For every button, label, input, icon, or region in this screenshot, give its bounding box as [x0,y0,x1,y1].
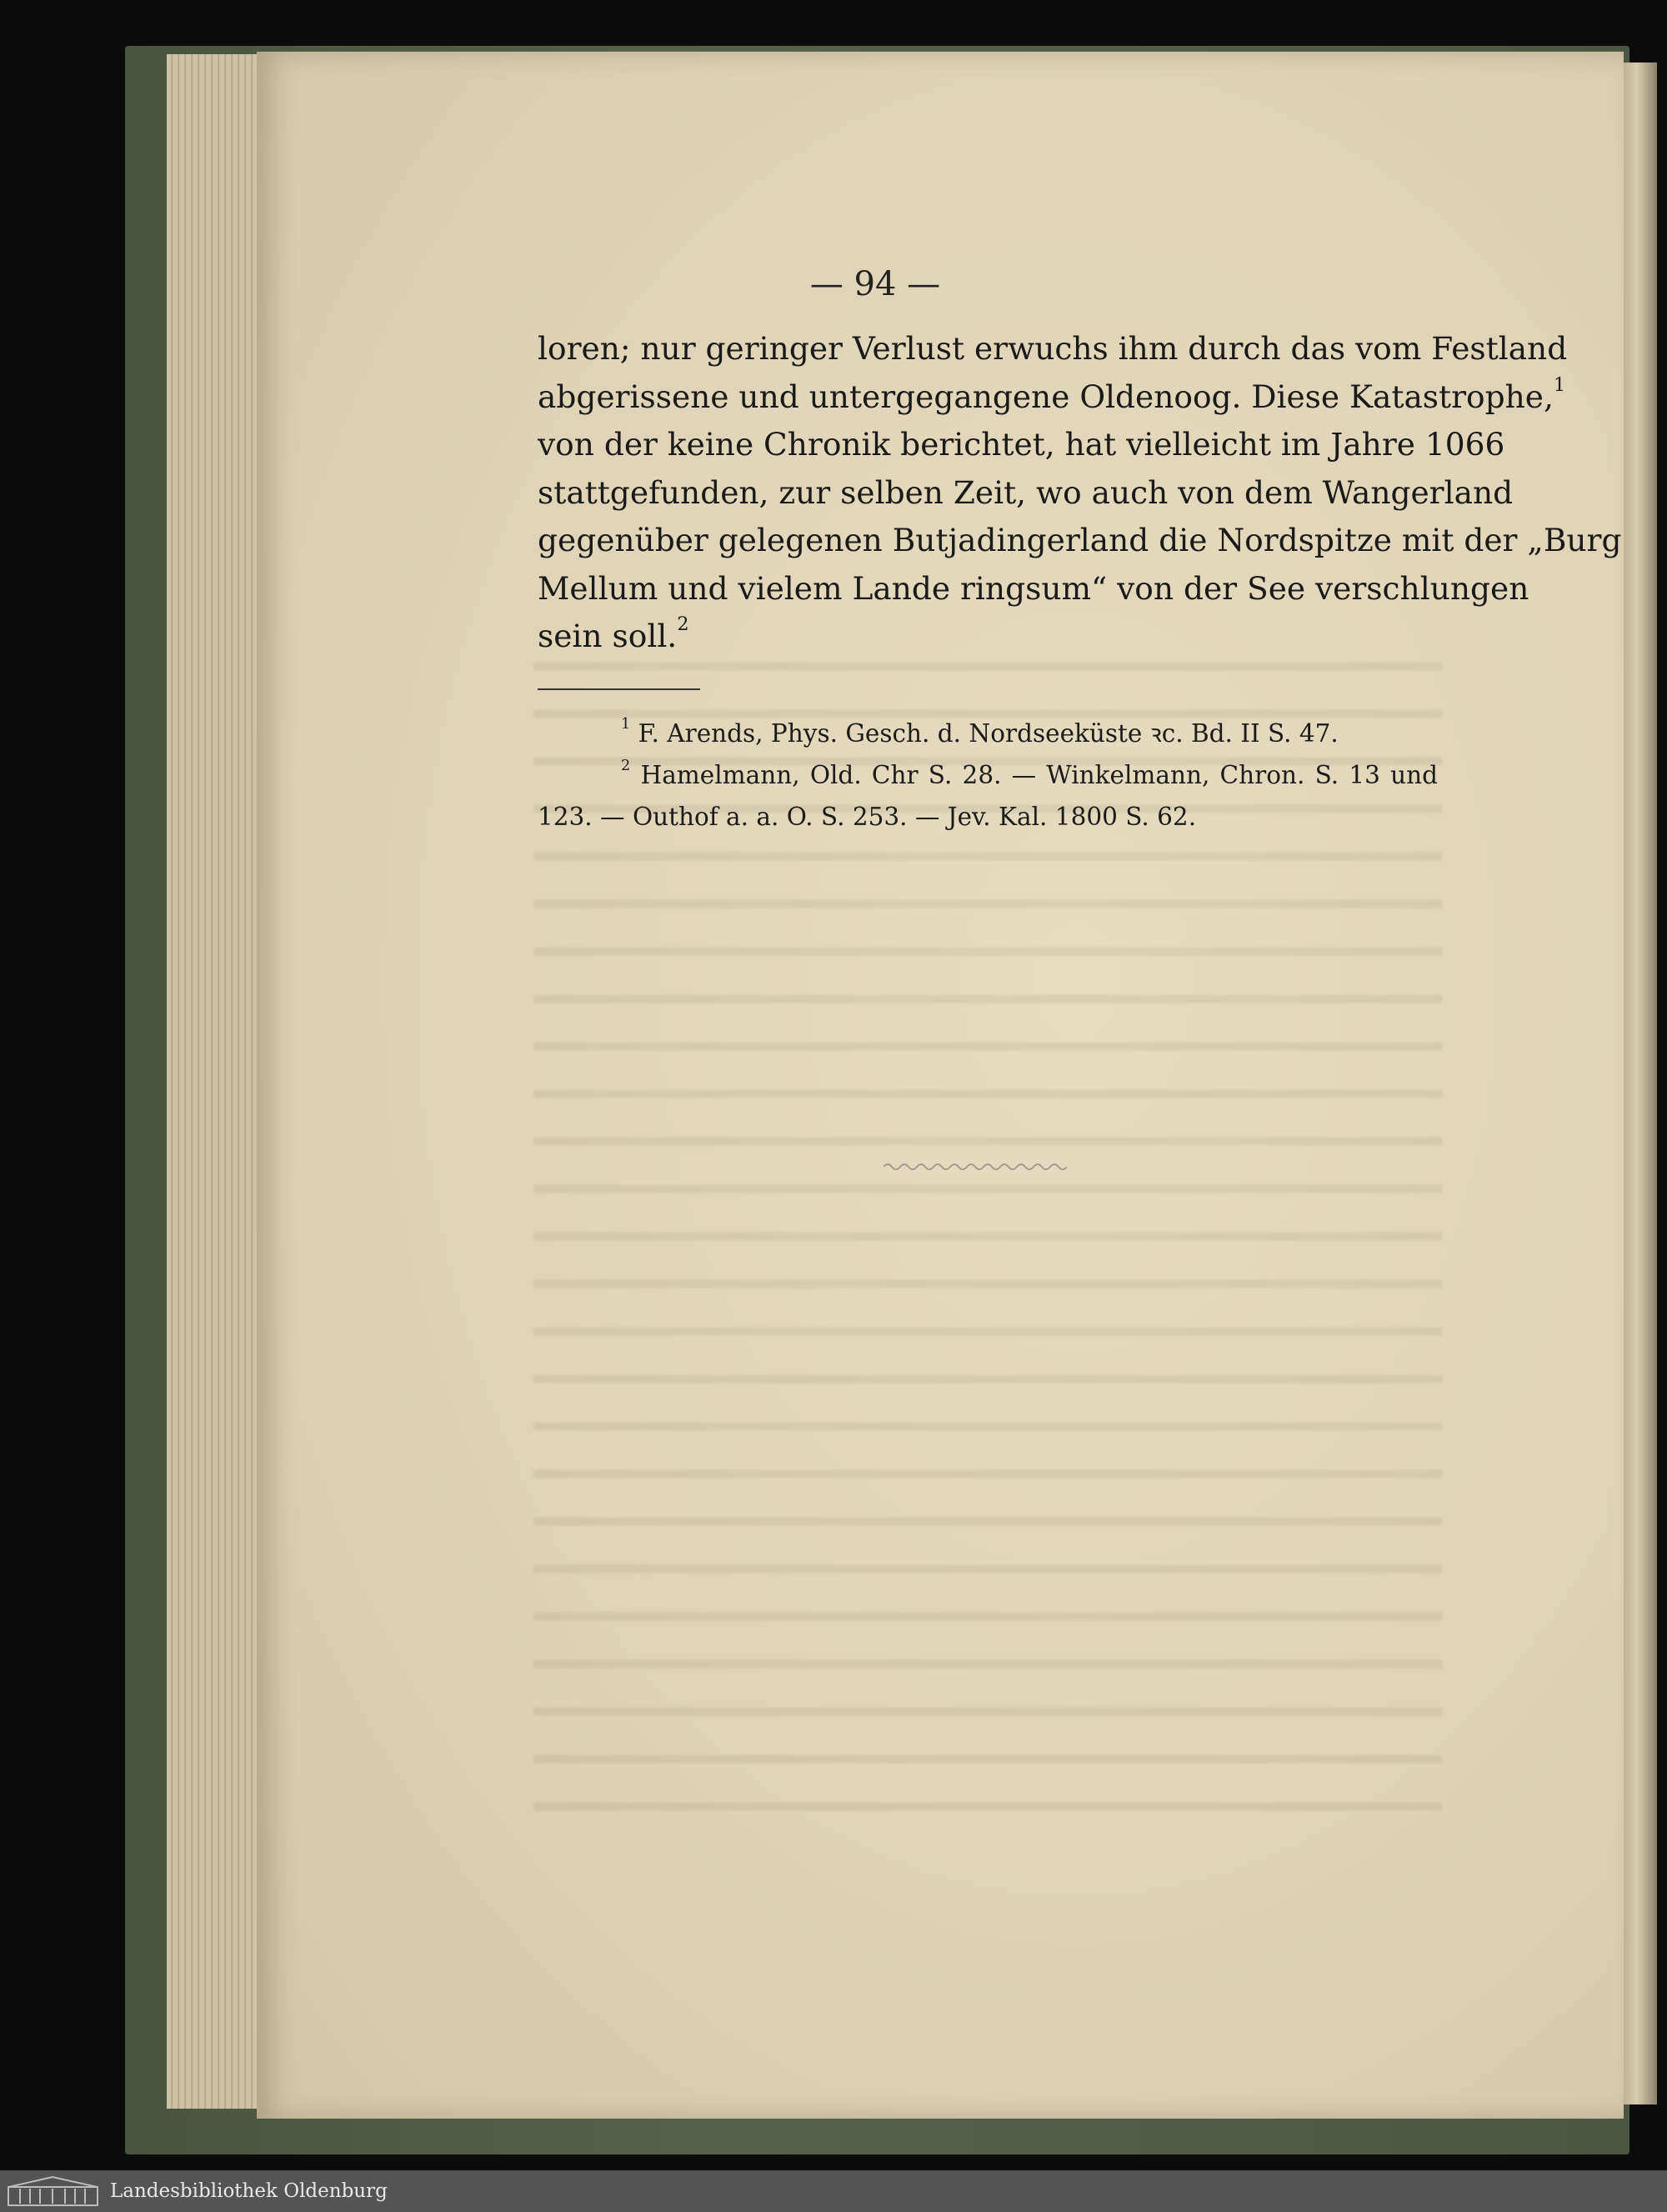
footnote-divider [538,688,700,690]
body-line: von der keine Chronik berichtet, hat vielleicht im Jahre 1066 [538,426,1505,463]
footnote-text: Hamelmann, Old. Chr S. 28. — Winkelmann, Chron. S. 13 und [640,761,1438,789]
footnote-mark: 2 [621,758,631,775]
library-building-icon [5,2175,101,2207]
footnotes [538,713,1438,838]
body-line: Mellum und vielem Lande ringsum“ von der See verschlungen [538,569,1529,607]
footnote-1 [538,713,1438,754]
footnote-ref[interactable]: 1 [1553,373,1566,396]
ornament-rule [884,1159,1067,1175]
footer-bar [0,2170,1667,2212]
footnote-2 [538,754,1438,796]
body-line: gegenüber gelegenen Butjadingerland die Nordspitze mit der „Burg [538,522,1622,558]
body-line: loren; nur geringer Verlust erwuchs ihm durch das vom Festland [538,330,1568,367]
footnote-ref[interactable]: 2 [677,613,689,635]
body-text [538,325,1622,661]
body-line: stattgefunden, zur selben Zeit, wo auch von dem Wangerland [538,473,1514,511]
body-line: sein soll.$^2$ [538,613,689,654]
facing-page-edge [1624,63,1657,2104]
body-line: abgerissene und untergegangene Oldenoog. Diese Katastrophe,$^1$ [538,373,1566,415]
footnote-mark: 1 [621,716,631,733]
page-number: — 94 — [809,265,941,303]
footnote-2-continued: 123. — Outhof a. a. O. S. 253. — Jev. Kal. 1800 S. 62. [538,803,1197,831]
library-name[interactable]: Landesbibliothek Oldenburg [110,2180,388,2202]
footnote-text: F. Arends, Phys. Gesch. d. Nordseeküste ꝛc. Bd. II S. 47. [638,719,1339,748]
page-edges [167,54,267,2109]
